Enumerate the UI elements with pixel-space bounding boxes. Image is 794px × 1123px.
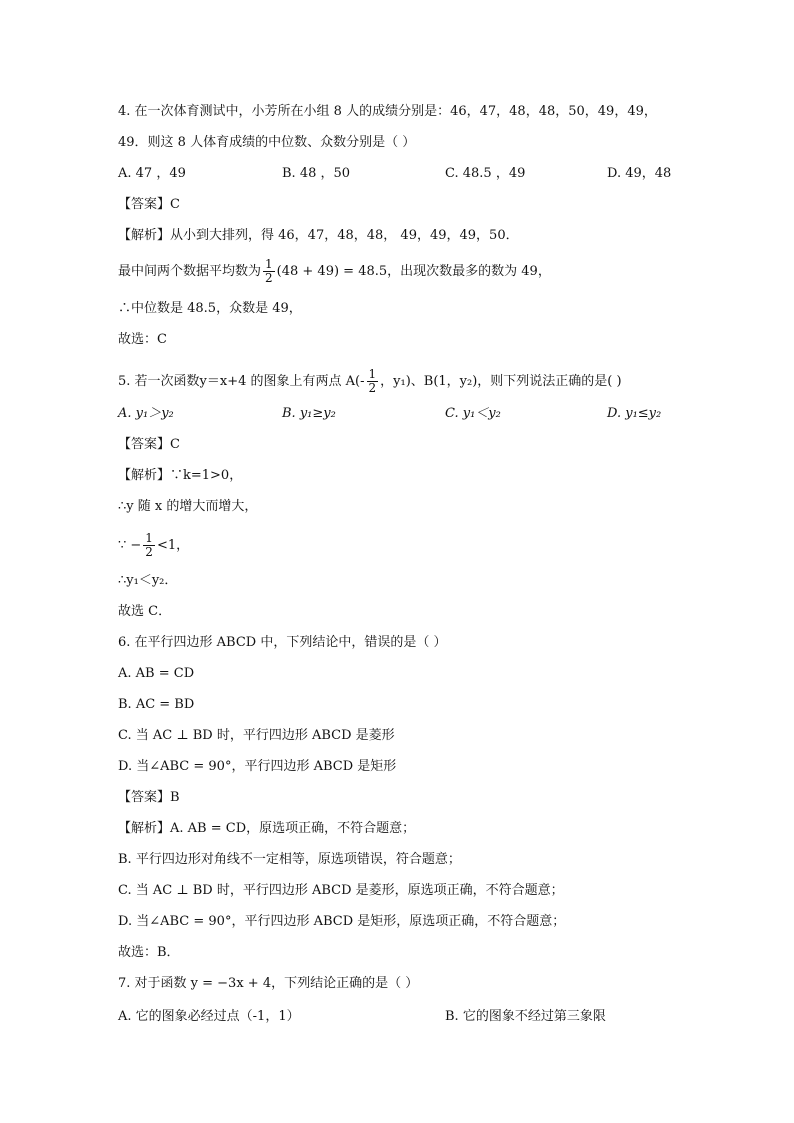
q5-analysis-3-pre: ∵ − (118, 538, 142, 553)
fraction (143, 532, 155, 559)
q6-analysis-2: B. 平行四边形对角线不一定相等，原选项错误，符合题意； (118, 852, 461, 867)
q7-stem: 7. 对于函数 y = −3x + 4，下列结论正确的是（ ） (118, 976, 419, 991)
q5-analysis-1: 【解析】∵k=1>0， (118, 468, 243, 483)
q6-option-c: C. 当 AC ⊥ BD 时，平行四边形 ABCD 是菱形 (118, 728, 395, 743)
q5-analysis-3 (118, 532, 189, 559)
q4-stem-line1: 4. 在一次体育测试中，小芳所在小组 8 人的成绩分别是：46，47，48，48，50，49，49， (118, 104, 657, 119)
q5-option-d: D. y₁≤y₂ (607, 406, 662, 421)
q4-analysis-2 (118, 258, 551, 285)
q6-analysis-3: C. 当 AC ⊥ BD 时，平行四边形 ABCD 是菱形，原选项正确，不符合题意； (118, 883, 564, 898)
q4-option-d: D. 49，48 (607, 166, 672, 181)
q6-stem: 6. 在平行四边形 ABCD 中，下列结论中，错误的是（ ） (118, 635, 447, 650)
q4-stem-line2: 49．则这 8 人体育成绩的中位数、众数分别是（ ） (118, 135, 416, 150)
q5-stem-pre: 5. 若一次函数y＝x+4 的图象上有两点 A(- (118, 374, 365, 389)
q5-option-c: C. y₁＜y₂ (445, 406, 501, 421)
q6-option-b: B. AC = BD (118, 697, 195, 712)
q4-analysis-2-pre: 最中间两个数据平均数为 (118, 264, 262, 279)
fraction (367, 368, 379, 395)
q5-option-a: A. y₁＞y₂ (118, 406, 174, 421)
fraction-numerator: 1 (145, 531, 153, 545)
q6-option-a: A. AB = CD (118, 666, 195, 681)
q7-option-b: B. 它的图象不经过第三象限 (445, 1009, 606, 1024)
fraction-numerator: 1 (265, 257, 273, 271)
q5-analysis-5: 故选 C． (118, 604, 172, 619)
q7-option-a: A. 它的图象必经过点（-1，1） (118, 1009, 300, 1024)
q6-analysis-5: 故选：B． (118, 945, 180, 960)
q4-analysis-3: ∴中位数是 48.5，众数是 49， (118, 301, 302, 316)
q4-option-b: B. 48 ，50 (282, 166, 351, 181)
fraction-denominator: 2 (368, 381, 377, 395)
q5-analysis-3-post: <1， (156, 538, 190, 553)
q4-answer: 【答案】C (118, 197, 180, 212)
q4-option-a: A. 47 ，49 (118, 166, 186, 181)
q4-analysis-2-post: (48 + 49) = 48.5，出现次数最多的数为 49， (276, 264, 551, 279)
q5-analysis-2: ∴y 随 x 的增大而增大， (118, 499, 258, 514)
q5-answer: 【答案】C (118, 437, 180, 452)
q6-option-d: D. 当∠ABC = 90°，平行四边形 ABCD 是矩形 (118, 759, 397, 774)
q5-analysis-4: ∴y₁＜y₂． (118, 573, 178, 588)
q6-answer: 【答案】B (118, 790, 180, 805)
q5-stem-post: ，y₁)、B(1，y₂)，则下列说法正确的是( ) (380, 374, 622, 389)
fraction-denominator: 2 (145, 545, 153, 559)
q4-analysis-4: 故选：C (118, 332, 167, 347)
fraction-numerator: 1 (368, 367, 377, 381)
q4-option-c: C. 48.5 ，49 (445, 166, 526, 181)
q5-option-b: B. y₁≥y₂ (282, 406, 336, 421)
q6-analysis-1: 【解析】A. AB = CD，原选项正确，不符合题意； (118, 821, 416, 836)
fraction-denominator: 2 (265, 271, 273, 285)
q5-options (118, 405, 678, 423)
q7-options (118, 1008, 678, 1026)
q4-analysis-1: 【解析】从小到大排列，得 46，47，48，48， 49，49，49，50． (118, 228, 519, 243)
fraction (263, 258, 275, 285)
q4-options (118, 165, 678, 183)
q6-analysis-4: D. 当∠ABC = 90°，平行四边形 ABCD 是矩形，原选项正确，不符合题意； (118, 914, 566, 929)
q5-stem (118, 368, 622, 395)
